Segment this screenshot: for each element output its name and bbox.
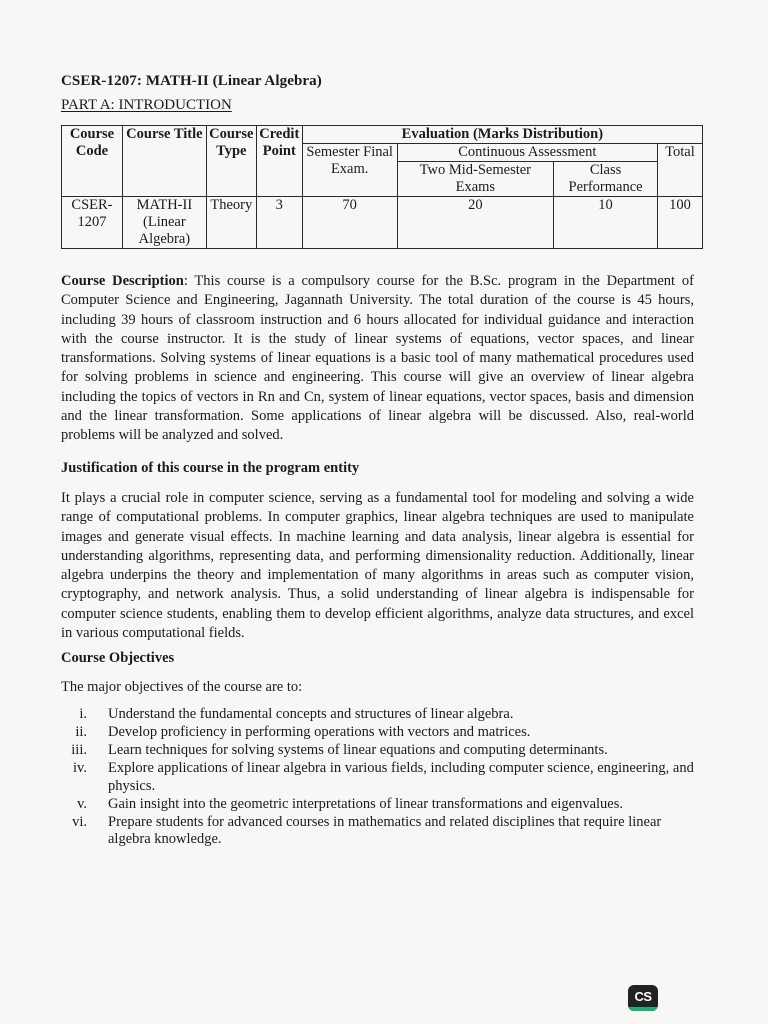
cell-mid-semester: 20 bbox=[397, 197, 554, 249]
justification-text: It plays a crucial role in computer science, serving as a fundamental tool for modeling and solving a wide range of computational problems. In computer graphics, linear algebra techniques are used to manipulate images and generate visual effects. In machine learning and data analysis, linear algebra is essential for understanding algorithms, representing data, and performing dimensionality reduction. Additionally, linear algebra underpins the theory and implementation of many algorithms in areas such as computer vision, cryptography, and network analysis. Thus, a solid understanding of linear algebra is indispensable for computer science students, enabling them to develop efficient algorithms, analyze data structures, and excel in various computational fields. bbox=[61, 490, 694, 642]
justification-heading: Justification of this course in the program entity bbox=[61, 460, 360, 476]
header-course-code: Course Code bbox=[62, 126, 123, 197]
table-row bbox=[62, 197, 703, 249]
camscanner-logo-icon: CS bbox=[628, 985, 658, 1011]
cell-credit-point: 3 bbox=[256, 197, 302, 249]
header-total: Total bbox=[657, 144, 702, 197]
header-course-title: Course Title bbox=[122, 126, 206, 197]
header-two-mid-semester: Two Mid-Semester Exams bbox=[397, 162, 554, 197]
list-item bbox=[61, 796, 694, 814]
list-item-number: ii. bbox=[75, 724, 87, 740]
list-item bbox=[61, 760, 694, 795]
course-description-label: Course Description bbox=[61, 273, 184, 289]
list-item-text: Explore applications of linear algebra in various fields, including computer science, engineering, and physics. bbox=[108, 760, 694, 794]
cell-course-title: MATH-II (Linear Algebra) bbox=[122, 197, 206, 249]
list-item-number: vi. bbox=[72, 813, 87, 830]
cell-course-code: CSER-1207 bbox=[62, 197, 123, 249]
course-heading: CSER-1207: MATH-II (Linear Algebra) bbox=[61, 73, 322, 89]
cell-class-performance: 10 bbox=[554, 197, 658, 249]
list-item bbox=[61, 706, 694, 724]
header-course-type: Course Type bbox=[206, 126, 256, 197]
header-class-performance: Class Performance bbox=[554, 162, 658, 197]
cell-total: 100 bbox=[657, 197, 702, 249]
list-item-number: v. bbox=[77, 795, 87, 812]
part-heading: PART A: INTRODUCTION bbox=[61, 97, 232, 113]
course-description bbox=[61, 272, 694, 446]
list-item bbox=[61, 742, 694, 760]
list-item-text: Gain insight into the geometric interpretations of linear transformations and eigenvalues. bbox=[108, 795, 624, 812]
list-item-text: Learn techniques for solving systems of linear equations and computing determinants. bbox=[108, 742, 608, 758]
objectives-list bbox=[61, 706, 694, 849]
list-item bbox=[61, 724, 694, 742]
header-credit-point: Credit Point bbox=[256, 126, 302, 197]
header-continuous-assessment: Continuous Assessment bbox=[397, 144, 657, 162]
cell-course-type: Theory bbox=[206, 197, 256, 249]
list-item bbox=[61, 814, 694, 849]
table-header-row-1 bbox=[62, 126, 703, 144]
evaluation-table bbox=[61, 125, 703, 249]
objectives-heading: Course Objectives bbox=[61, 650, 175, 666]
list-item-number: iv. bbox=[73, 760, 87, 776]
list-item-number: i. bbox=[79, 706, 87, 722]
header-evaluation: Evaluation (Marks Distribution) bbox=[302, 126, 702, 144]
list-item-text: Prepare students for advanced courses in mathematics and related disciplines that require linear algebra knowledge. bbox=[108, 813, 662, 847]
list-item-text: Develop proficiency in performing operations with vectors and matrices. bbox=[108, 724, 531, 740]
course-description-text: : This course is a compulsory course for the B.Sc. program in the Department of Computer Science and Engineering, Jagannath University. The total duration of the course is 45 hours, including 39 hours of classroom instruction and 6 hours allocated for individual guidance and interaction with the course instructor. It is the study of linear systems of equations, vector spaces, and linear transformations. Solving systems of linear equations is a basic tool of many mathematical procedures used for solving problems in science and engineering. This course will give an overview of linear algebra including the topics of vectors in Rn and Cn, system of linear equations, vector spaces, basis and dimension and the linear transformation. Some applications of linear algebra will be discussed. Also, real-world problems will be analyzed and solved. bbox=[61, 273, 694, 444]
list-item-text: Understand the fundamental concepts and structures of linear algebra. bbox=[108, 706, 514, 722]
list-item-number: iii. bbox=[71, 742, 87, 758]
cell-semester-final: 70 bbox=[302, 197, 397, 249]
header-semester-final: Semester Final Exam. bbox=[302, 144, 397, 197]
objectives-intro: The major objectives of the course are to: bbox=[61, 679, 303, 695]
